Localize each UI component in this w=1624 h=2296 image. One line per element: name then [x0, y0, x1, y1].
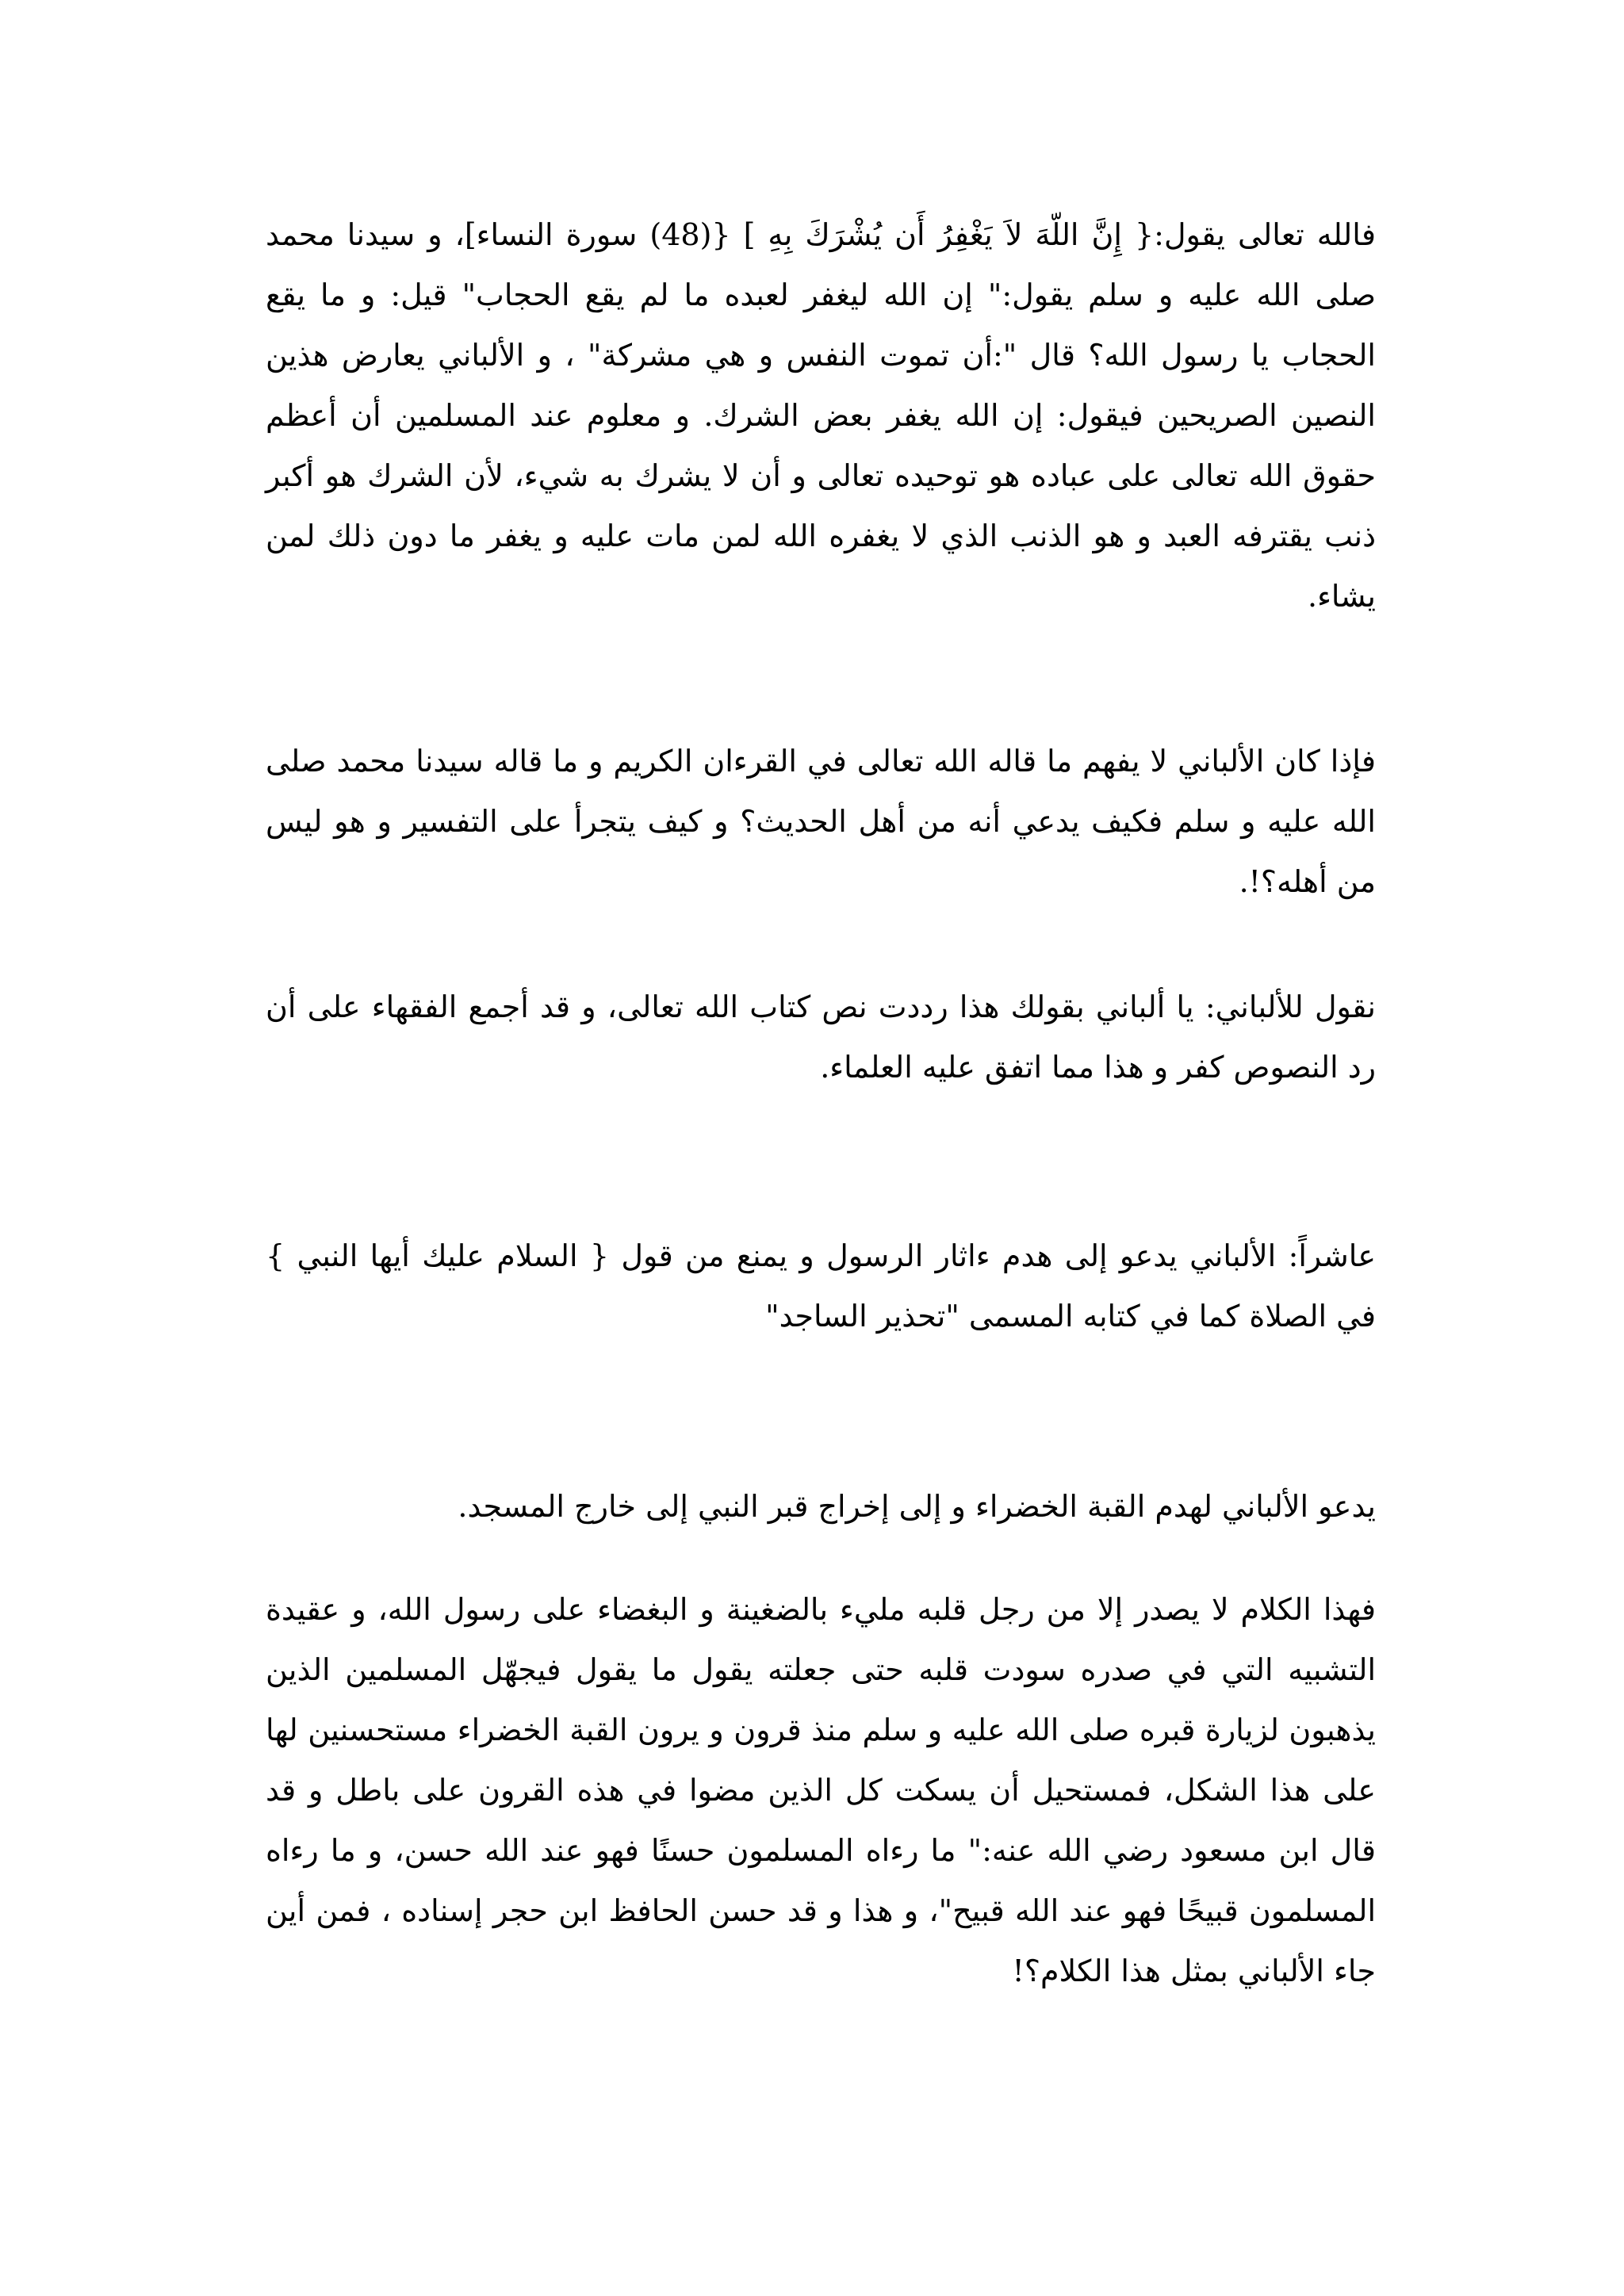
paragraph-quran-and-hadith-on-shirk — [266, 205, 1376, 626]
paragraph-green-dome — [266, 1476, 1376, 1536]
paragraph-commentary — [266, 1579, 1376, 2001]
paragraph-text: نقول للألباني: يا ألباني بقولك هذا رددت نص كتاب الله تعالى، و قد أجمع الفقهاء على أن رد النصوص كفر و هذا مما اتفق عليه العلماء. — [266, 989, 1376, 1085]
paragraph-reply-to-albani — [266, 977, 1376, 1097]
paragraph-text: فالله تعالى يقول:{ إِنَّ اللّهَ لاَ يَغْفِرُ أَن يُشْرَكَ بِهِ ] {(48) سورة النساء]، و سيدنا محمد صلى الله عليه و سلم يقول:" إن الله ليغفر لعبده ما لم يقع الحجاب" قيل: و ما يقع الحجاب يا رسول الله؟ قال ":أن تموت النفس و هي مشركة" ، و الألباني يعارض هذين النصين الصريحين فيقول: إن الله يغفر بعض الشرك. و معلوم عند المسلمين أن أعظم حقوق الله تعالى على عباده هو توحيده تعالى و أن لا يشرك به شيء، لأن الشرك هو أكبر ذنب يقترفه العبد و هو الذنب الذي لا يغفره الله لمن مات عليه و يغفر ما دون ذلك لمن يشاء. — [266, 217, 1377, 614]
paragraph-text: فإذا كان الألباني لا يفهم ما قاله الله تعالى في القرءان الكريم و ما قاله سيدنا محمد صلى الله عليه و سلم فكيف يدعي أنه من أهل الحديث؟ و كيف يتجرأ على التفسير و هو ليس من أهله؟!. — [266, 744, 1376, 899]
paragraph-tenth-point — [266, 1226, 1376, 1346]
paragraph-text: عاشراً: الألباني يدعو إلى هدم ءاثار الرسول و يمنع من قول { السلام عليك أيها النبي } في الصلاة كما في كتابه المسمى "تحذير الساجد" — [266, 1238, 1376, 1334]
paragraph-text: فهذا الكلام لا يصدر إلا من رجل قلبه مليء بالضغينة و البغضاء على رسول الله، و عقيدة التشبيه التي في صدره سودت قلبه حتى جعلته يقول ما يقول فيجهّل المسلمين الذين يذهبون لزيارة قبره صلى الله عليه و سلم منذ قرون و يرون القبة الخضراء مستحسنين لها على هذا الشكل، فمستحيل أن يسكت كل الذين مضوا في هذه القرون على باطل و قد قال ابن مسعود رضي الله عنه:" ما رءاه المسلمون حسنًا فهو عند الله حسن، و ما رءاه المسلمون قبيحًا فهو عند الله قبيح"، و هذا و قد حسن الحافظ ابن حجر إسناده ، فمن أين جاء الألباني بمثل هذا الكلام؟! — [266, 1592, 1377, 1988]
paragraph-tafsir-question — [266, 731, 1376, 912]
paragraph-text: يدعو الألباني لهدم القبة الخضراء و إلى إخراج قبر النبي إلى خارج المسجد. — [458, 1489, 1376, 1524]
